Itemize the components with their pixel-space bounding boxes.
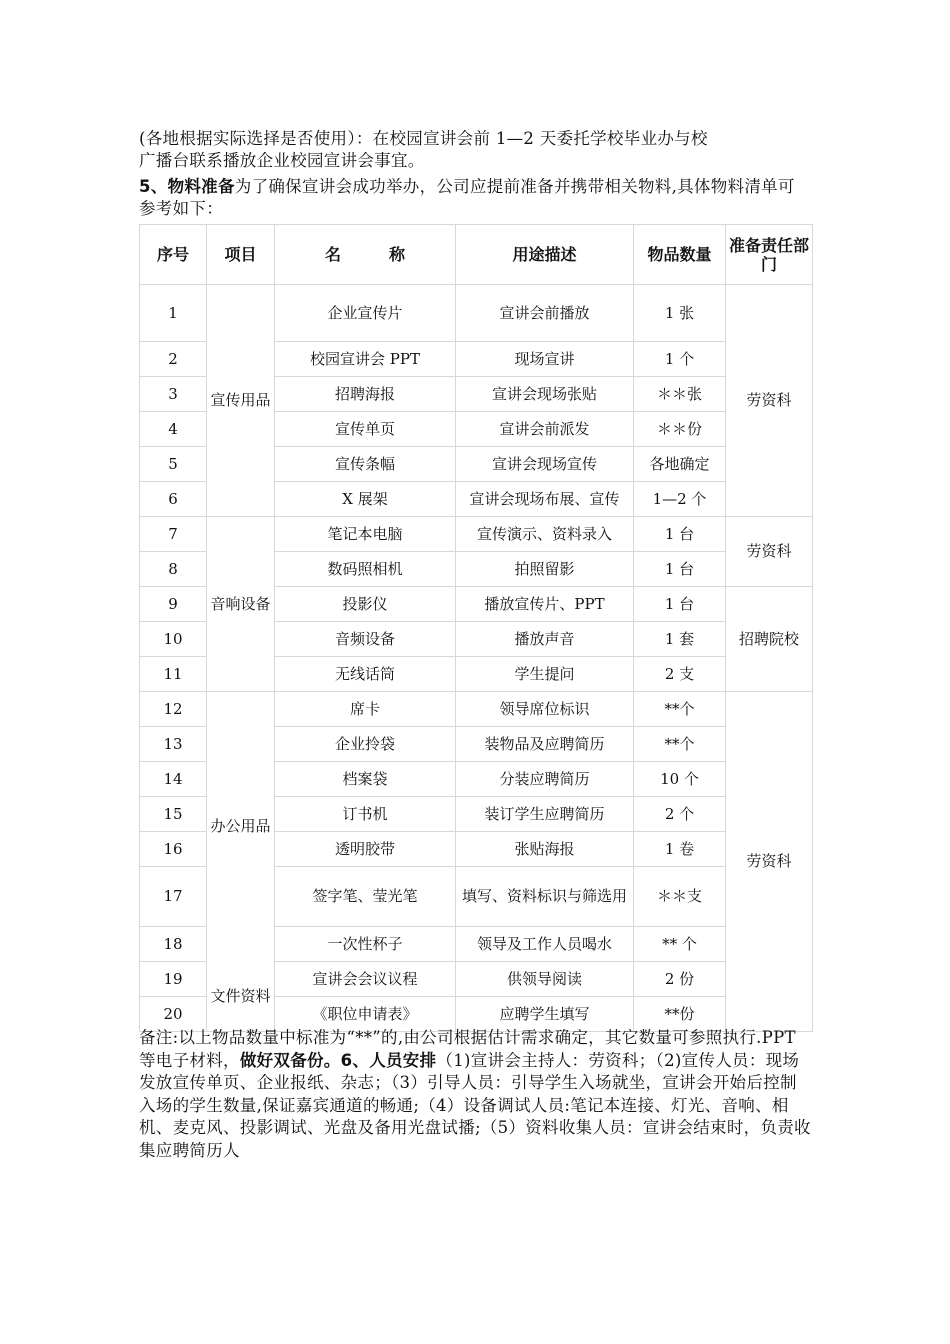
cell-name: 招聘海报	[275, 377, 456, 412]
header-use: 用途描述	[456, 225, 634, 285]
cell-seq: 19	[140, 962, 207, 997]
cell-seq: 20	[140, 997, 207, 1032]
dept-2: 劳资科	[726, 517, 813, 587]
dept-4: 劳资科	[726, 692, 813, 1032]
cell-seq: 14	[140, 762, 207, 797]
cell-seq: 5	[140, 447, 207, 482]
cell-qty: 1 台	[634, 552, 726, 587]
dept-3: 招聘院校	[726, 587, 813, 692]
category-office: 办公用品	[207, 692, 275, 962]
cell-use: 供领导阅读	[456, 962, 634, 997]
cell-qty: ** 个	[634, 927, 726, 962]
cell-use: 学生提问	[456, 657, 634, 692]
cell-seq: 15	[140, 797, 207, 832]
cell-use: 宣传演示、资料录入	[456, 517, 634, 552]
intro-line-1: (各地根据实际选择是否使用）：在校园宣讲会前 1—2 天委托学校毕业办与校	[139, 129, 708, 148]
cell-use: 分装应聘简历	[456, 762, 634, 797]
table-row	[140, 962, 813, 997]
note-paragraph	[139, 1027, 811, 1162]
cell-name: 宣传条幅	[275, 447, 456, 482]
cell-name: 宣讲会会议议程	[275, 962, 456, 997]
cell-qty: ＊＊支	[634, 867, 726, 927]
cell-name: 投影仪	[275, 587, 456, 622]
note-bold-heading: 做好双备份。6、人员安排	[239, 1050, 437, 1070]
table-row	[140, 285, 813, 342]
cell-use: 播放声音	[456, 622, 634, 657]
cell-name: 订书机	[275, 797, 456, 832]
cell-use: 拍照留影	[456, 552, 634, 587]
cell-seq: 2	[140, 342, 207, 377]
cell-name: 企业拎袋	[275, 727, 456, 762]
cell-qty: 1 台	[634, 517, 726, 552]
cell-name: 无线话筒	[275, 657, 456, 692]
note-text-2: （1)宣讲会主持人：劳资科；（2)宣传人员：现场发放宣传单页、企业报纸、杂志；（3）引导人员：引导学生入场就坐，宣讲会开始后控制入场的学生数量,保证嘉宾通道的畅通;（4）设备调试人员:笔记本连接、灯光、音响、相机、麦克风、投影调试、光盘及备用光盘试播;（5）资料收集人员：宣讲会结束时，负责收集应聘简历人	[139, 1050, 811, 1160]
cell-qty: 1—2 个	[634, 482, 726, 517]
section-5-text-a: 为了确保宣讲会成功举办，公司应提前准备并携带相关物料,具体	[234, 177, 711, 196]
cell-name: 档案袋	[275, 762, 456, 797]
table-header-row	[140, 225, 813, 285]
cell-qty: 各地确定	[634, 447, 726, 482]
header-dept: 准备责任部门	[726, 225, 813, 285]
header-seq: 序号	[140, 225, 207, 285]
cell-qty: **份	[634, 997, 726, 1032]
cell-seq: 17	[140, 867, 207, 927]
cell-use: 播放宣传片、PPT	[456, 587, 634, 622]
cell-name: 笔记本电脑	[275, 517, 456, 552]
cell-seq: 6	[140, 482, 207, 517]
cell-use: 领导及工作人员喝水	[456, 927, 634, 962]
cell-qty: 1 卷	[634, 832, 726, 867]
cell-qty: 1 套	[634, 622, 726, 657]
cell-use: 宣讲会现场张贴	[456, 377, 634, 412]
table-row	[140, 517, 813, 552]
cell-use: 装物品及应聘简历	[456, 727, 634, 762]
cell-name: 签字笔、莹光笔	[275, 867, 456, 927]
header-item: 项目	[207, 225, 275, 285]
cell-name: 校园宣讲会 PPT	[275, 342, 456, 377]
cell-name: 数码照相机	[275, 552, 456, 587]
cell-seq: 18	[140, 927, 207, 962]
cell-use: 宣讲会现场宣传	[456, 447, 634, 482]
cell-qty: 1 张	[634, 285, 726, 342]
table-row	[140, 692, 813, 727]
header-name: 名 称	[275, 225, 456, 285]
cell-use: 宣讲会前播放	[456, 285, 634, 342]
cell-seq: 1	[140, 285, 207, 342]
cell-use: 宣讲会前派发	[456, 412, 634, 447]
materials-table	[139, 224, 813, 1032]
header-qty: 物品数量	[634, 225, 726, 285]
cell-seq: 16	[140, 832, 207, 867]
cell-name: 席卡	[275, 692, 456, 727]
cell-name: 音频设备	[275, 622, 456, 657]
cell-seq: 10	[140, 622, 207, 657]
cell-use: 宣讲会现场布展、宣传	[456, 482, 634, 517]
cell-qty: 2 个	[634, 797, 726, 832]
category-docs: 文件资料	[207, 962, 275, 1032]
cell-qty: 1 台	[634, 587, 726, 622]
cell-qty: ＊＊张	[634, 377, 726, 412]
cell-use: 领导席位标识	[456, 692, 634, 727]
cell-qty: **个	[634, 692, 726, 727]
cell-seq: 3	[140, 377, 207, 412]
cell-name: X 展架	[275, 482, 456, 517]
cell-use: 填写、资料标识与筛选用	[456, 867, 634, 927]
cell-qty: **个	[634, 727, 726, 762]
category-promo: 宣传用品	[207, 285, 275, 517]
cell-seq: 13	[140, 727, 207, 762]
cell-use: 装订学生应聘简历	[456, 797, 634, 832]
cell-seq: 11	[140, 657, 207, 692]
category-audio: 音响设备	[207, 517, 275, 692]
cell-name: 《职位申请表》	[275, 997, 456, 1032]
intro-line-2: 广播台联系播放企业校园宣讲会事宜。	[139, 151, 425, 170]
section-5-title: 5、物料准备	[139, 177, 235, 196]
cell-name: 宣传单页	[275, 412, 456, 447]
note-text-1: 备注:以上物品数量中标准为“**”的,由公司根据估计需求确定，其它数量可参照执行.PPT 等电子材料，	[139, 1028, 796, 1070]
cell-use: 应聘学生填写	[456, 997, 634, 1032]
cell-seq: 12	[140, 692, 207, 727]
cell-seq: 9	[140, 587, 207, 622]
cell-name: 企业宣传片	[275, 285, 456, 342]
section-5-paragraph	[139, 176, 811, 220]
dept-1: 劳资科	[726, 285, 813, 517]
cell-seq: 7	[140, 517, 207, 552]
cell-name: 一次性杯子	[275, 927, 456, 962]
cell-name: 透明胶带	[275, 832, 456, 867]
cell-qty: 10 个	[634, 762, 726, 797]
cell-use: 现场宣讲	[456, 342, 634, 377]
intro-paragraph	[139, 128, 811, 172]
cell-qty: 2 支	[634, 657, 726, 692]
cell-seq: 4	[140, 412, 207, 447]
cell-qty: 2 份	[634, 962, 726, 997]
cell-qty: ＊＊份	[634, 412, 726, 447]
section-5-text-b: 物料清单可参考如下：	[139, 177, 795, 218]
cell-qty: 1 个	[634, 342, 726, 377]
cell-use: 张贴海报	[456, 832, 634, 867]
cell-seq: 8	[140, 552, 207, 587]
